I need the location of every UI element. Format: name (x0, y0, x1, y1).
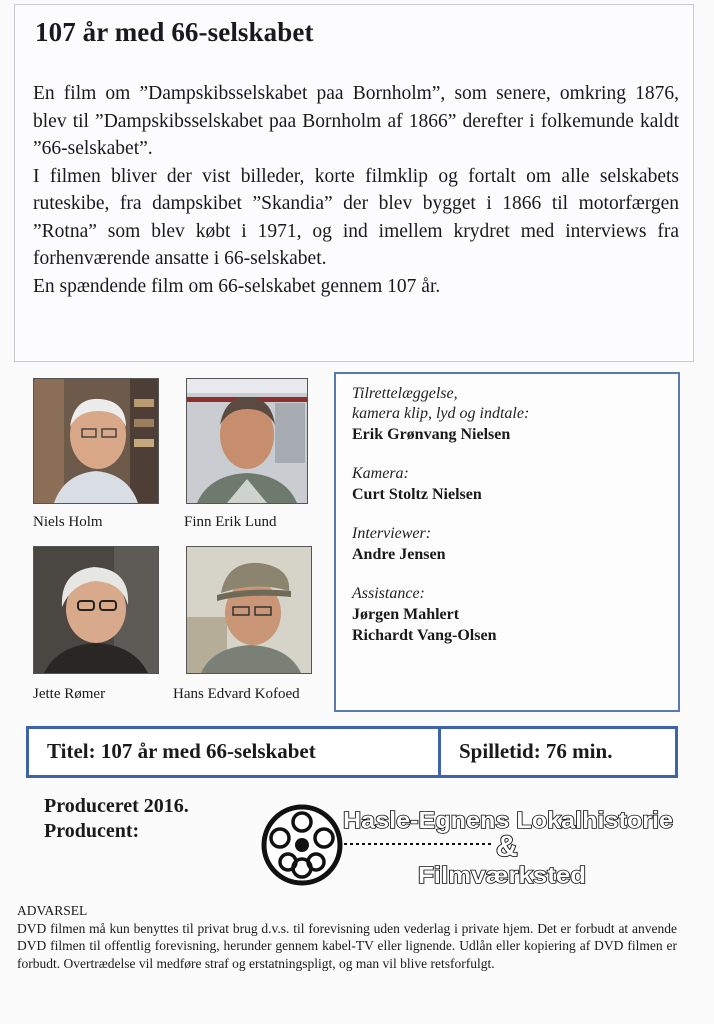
producer-label: Producent: (44, 820, 140, 842)
produced-year: Produceret 2016. (44, 795, 189, 817)
credit-role: Assistance: (352, 585, 425, 602)
description-paragraph: I filmen bliver der vist billeder, korte filmklip og fortalt om alle selskabets ruteskibe, fra dampskibet ”Skandia” der blev bygget i 1866 til motorfærgen ”Rotna” som blev købt i 1971, og ind imellem krydret med interviews fra forhenværende ansatte i 66-selskabet. (33, 165, 679, 269)
caption-jette-romer: Jette Rømer (33, 686, 106, 702)
info-bar (26, 726, 678, 778)
info-runtime: Spilletid: 76 min. (459, 739, 613, 763)
warning-notice (17, 902, 677, 972)
credit-person: Richardt Vang-Olsen (352, 627, 497, 644)
logo-line2: Filmværksted (418, 862, 586, 888)
warning-heading: ADVARSEL (17, 903, 88, 918)
credit-person: Andre Jensen (352, 546, 446, 563)
page-title: 107 år med 66-selskabet (35, 17, 314, 47)
warning-text: DVD filmen må kun benyttes til privat brug d.v.s. til forevisning uden vederlag i private hjem. Det er forbudt at anvende DVD filmen til offentlig forevisning, herunder gennem kabel-TV eller lignende. Udlån eller kopiering af DVD filmen er forbudt. Overtrædelse vil medføre straf og erstatningspligt, og man vil blive retsforfulgt. (17, 920, 677, 971)
credit-group (352, 464, 662, 505)
description-text (33, 80, 679, 300)
info-title: Titel: 107 år med 66-selskabet (29, 729, 441, 775)
credit-role: Tilrettelæggelse, (352, 385, 458, 402)
caption-hans-edvard-kofoed: Hans Edvard Kofoed (173, 686, 300, 702)
producer-logo (260, 800, 680, 890)
description-box (14, 4, 694, 362)
portrait-photo-hans-edvard-kofoed (186, 546, 312, 674)
credit-role: kamera klip, lyd og indtale: (352, 405, 530, 422)
portrait-photo-niels-holm (33, 378, 159, 504)
credit-group (352, 584, 662, 646)
film-reel-icon (264, 807, 340, 883)
credit-person: Jørgen Mahlert (352, 606, 460, 623)
credit-role: Interviewer: (352, 525, 432, 542)
caption-finn-erik-lund: Finn Erik Lund (184, 514, 277, 530)
credit-group (352, 524, 662, 565)
credit-person: Curt Stoltz Nielsen (352, 486, 482, 503)
credit-group (352, 384, 662, 445)
portrait-photo-jette-romer (33, 546, 159, 674)
production-info (44, 794, 189, 844)
credits-box (334, 372, 680, 712)
description-paragraph: En spændende film om 66-selskabet gennem 107 år. (33, 275, 441, 297)
logo-line1: Hasle-Egnens Lokalhistorie (343, 807, 673, 833)
logo-ampersand: & (496, 830, 518, 863)
caption-niels-holm: Niels Holm (33, 514, 103, 530)
credit-role: Kamera: (352, 465, 409, 482)
credit-person: Erik Grønvang Nielsen (352, 426, 511, 443)
description-paragraph: En film om ”Dampskibsselskabet paa Bornholm”, som senere, omkring 1876, blev til ”Dampskibsselskabet paa Bornholm af 1866” derefter i folkemunde kaldt ”66-selskabet”. (33, 83, 679, 159)
portrait-photo-finn-erik-lund (186, 378, 308, 504)
